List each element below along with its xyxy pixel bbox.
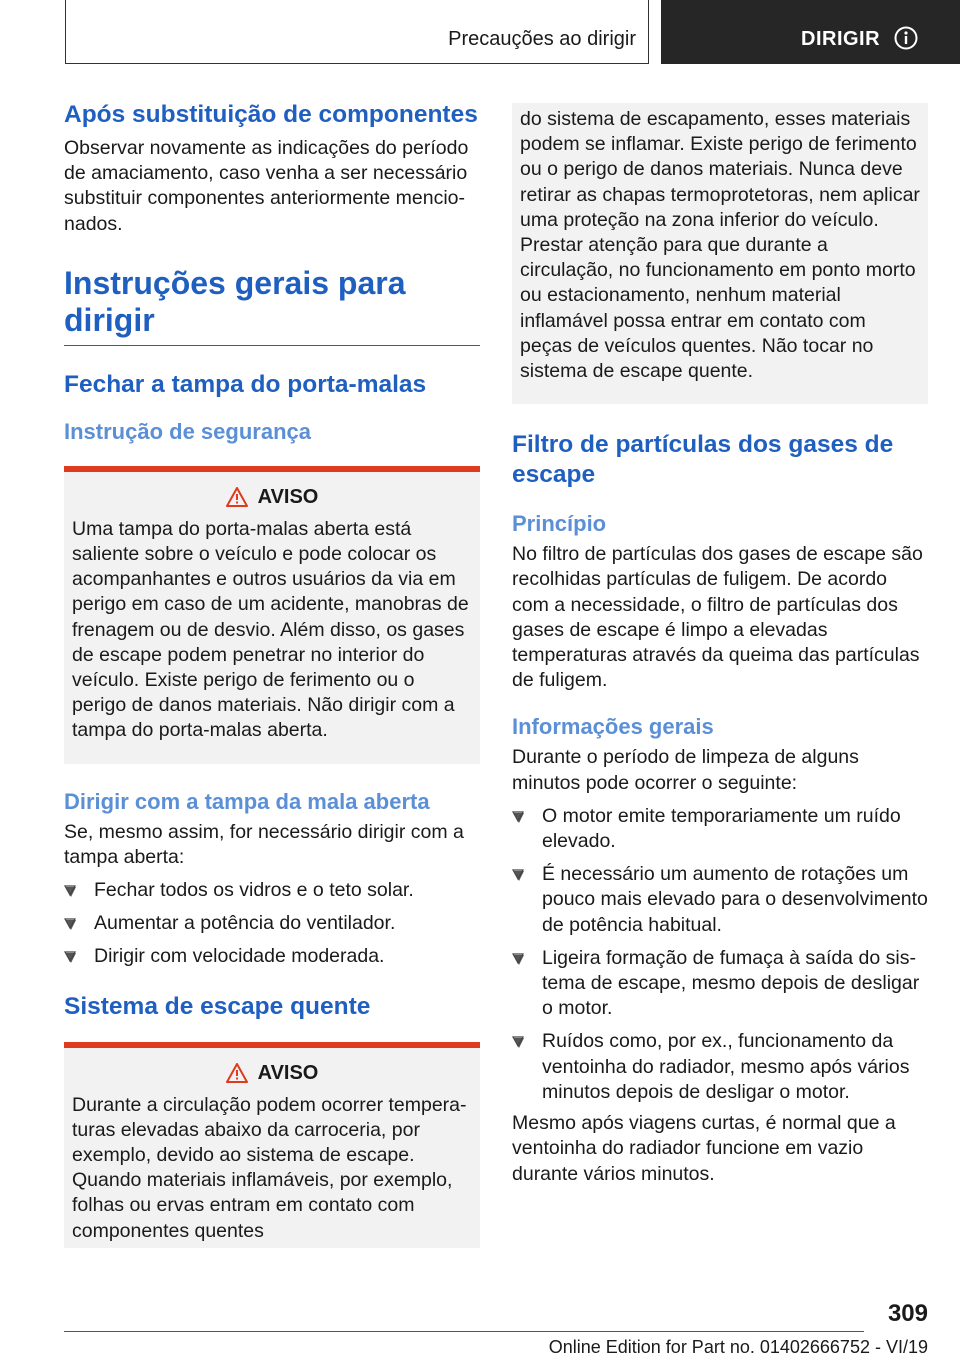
bullet-triangle-icon bbox=[512, 868, 524, 880]
list-item: Fechar todos os vidros e o teto solar. bbox=[64, 878, 480, 903]
warning-box-trunk bbox=[64, 466, 480, 764]
warning-title bbox=[72, 486, 472, 509]
bullet-triangle-icon bbox=[64, 884, 76, 896]
warning-text-exhaust-continued: do sistema de escapamento, esses materiais podem se inflamar. Existe perigo de ferimento ou o perigo de danos materiais. Nunca deve retirar as chapas termoprotetoras, nem aplicar uma proteção na zona inferior do veículo. Prestar atenção para que durante a circulação, no funcionamento em ponto morto ou estacionamento, nenhum material inflamável possa entrar em contato com peças de veículos quentes. Não tocar no sistema de escape quente. bbox=[520, 108, 920, 383]
paragraph-after-replacement: Observar novamente as indicações do período de amaciamento, caso venha a ser necessário substituir componentes anteriormente mencionados. bbox=[64, 137, 469, 235]
heading-principle: Princípio bbox=[512, 511, 607, 537]
section-title: Precauções ao dirigir bbox=[448, 28, 636, 50]
footer-edition: Online Edition for Part no. 01402666752 - VI/19 bbox=[548, 1337, 928, 1357]
header-chapter-box bbox=[661, 0, 960, 64]
list-open-trunk bbox=[64, 878, 480, 970]
heading-general-driving: Instruções gerais para dirigir bbox=[64, 265, 480, 346]
bullet-triangle-icon bbox=[64, 950, 76, 962]
warning-text-trunk: Uma tampa do porta-malas aberta está saliente sobre o veículo e pode colocar os acompanhantes e outros usuários da via em perigo em caso de um acidente, manobras de frenagem ou de desvio. Além disso, os gases de escape podem penetrar no interior do veículo. Existe perigo de ferimento ou o perigo de danos materiais. Não dirigir com a tampa do porta-malas aberta. bbox=[72, 517, 469, 742]
heading-after-replacement: Após substituição de componentes bbox=[64, 101, 478, 128]
info-icon bbox=[894, 26, 918, 50]
paragraph-drive-open-trunk: Se, mesmo assim, for necessário dirigir com a tampa aberta: bbox=[64, 820, 464, 868]
page-number: 309 bbox=[887, 1300, 928, 1327]
heading-safety-instruction: Instrução de segurança bbox=[64, 418, 311, 444]
left-column bbox=[64, 100, 480, 1248]
paragraph-principle: No filtro de partículas dos gases de escape são recolhidas partículas de fuligem. De acordo com a necessidade, o filtro de partículas dos gases de escape é limpo a elevadas temperaturas através da queima das partículas de fuligem. bbox=[512, 543, 923, 692]
warning-text-exhaust: Durante a circulação podem ocorrer temperaturas elevadas abaixo da carroceria, por exemplo, devido ao sistema de escape. Quando materiais inflamáveis, por exemplo, folhas ou ervas entram em contato com componentes quentes bbox=[72, 1093, 467, 1242]
list-item: Ruídos como, por ex., funcionamento da ventoinha do radiador, mesmo após vários minutos depois de desligar o motor. bbox=[512, 1029, 928, 1105]
bullet-triangle-icon bbox=[512, 952, 524, 964]
heading-drive-open-trunk: Dirigir com a tampa da mala aberta bbox=[64, 788, 430, 814]
heading-close-trunk: Fechar a tampa do porta-malas bbox=[64, 370, 427, 398]
list-item: Aumentar a potência do ventilador. bbox=[64, 911, 480, 936]
heading-hot-exhaust: Sistema de escape quente bbox=[64, 992, 371, 1020]
heading-general-info: Informações gerais bbox=[512, 714, 714, 740]
chapter-title: DIRIGIR bbox=[801, 28, 881, 50]
bullet-triangle-icon bbox=[512, 810, 524, 822]
warning-triangle-icon bbox=[226, 487, 248, 507]
warning-box-exhaust-continued bbox=[512, 103, 928, 404]
heading-particle-filter: Filtro de partículas dos gases de escape bbox=[512, 431, 894, 489]
warning-triangle-icon bbox=[226, 1063, 248, 1083]
list-item: É necessário um aumento de rotações um pouco mais elevado para o desenvolvimento de potência habitual. bbox=[512, 862, 928, 938]
warning-box-exhaust bbox=[64, 1042, 480, 1248]
list-item: Ligeira formação de fumaça à saída do sistema de escape, mesmo depois de desligar o motor. bbox=[512, 946, 928, 1022]
list-cleaning-effects bbox=[512, 804, 928, 1105]
right-column bbox=[512, 103, 928, 1187]
paragraph-closing: Mesmo após viagens curtas, é normal que a ventoinha do radiador funcione em vazio durante vários minutos. bbox=[512, 1112, 896, 1185]
list-item: Dirigir com velocidade moderada. bbox=[64, 944, 480, 969]
list-item: O motor emite temporariamente um ruído elevado. bbox=[512, 804, 928, 854]
paragraph-general-info: Durante o período de limpeza de alguns minutos pode ocorrer o seguinte: bbox=[512, 746, 859, 794]
header-section-box bbox=[65, 0, 649, 64]
warning-label: AVISO bbox=[257, 485, 319, 508]
bullet-triangle-icon bbox=[512, 1035, 524, 1047]
warning-label: AVISO bbox=[257, 1061, 319, 1084]
bullet-triangle-icon bbox=[64, 917, 76, 929]
warning-title bbox=[72, 1062, 472, 1085]
footer-divider bbox=[64, 1331, 864, 1332]
